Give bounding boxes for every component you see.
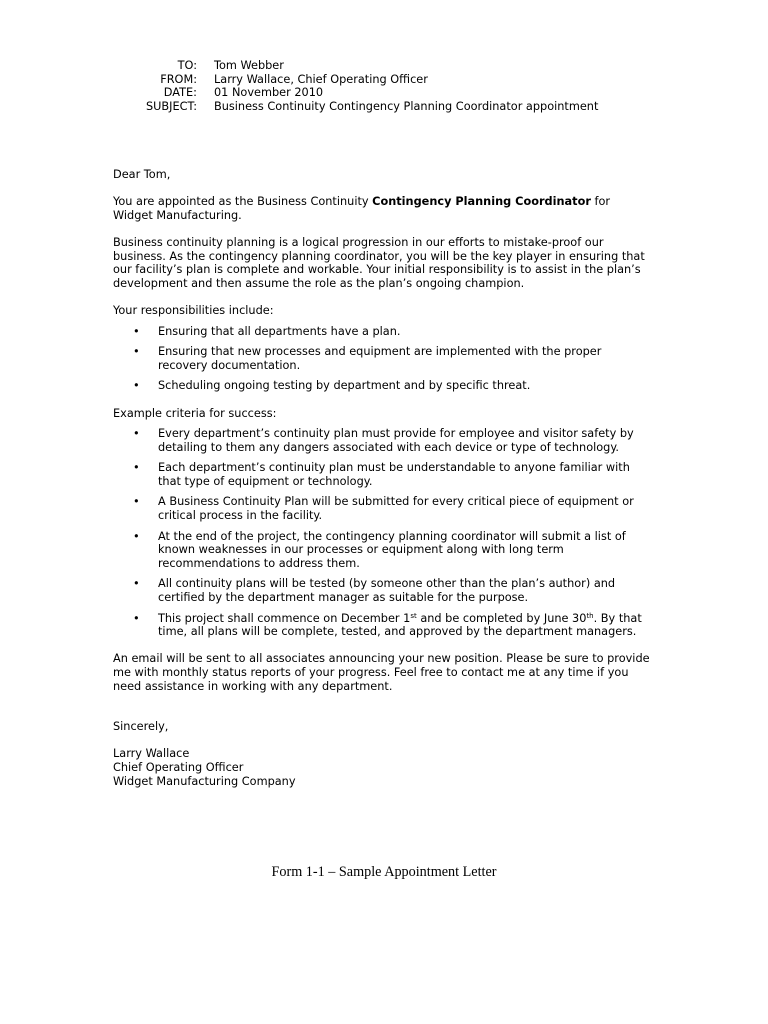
closing-line: An email will be sent to all associates announcing your new position. Please be sure to provide [113, 652, 650, 666]
bullet-icon: • [133, 324, 140, 338]
list-item: • Each department’s continuity plan must be understandable to anyone familiar with that type of equipment or technology. [133, 461, 630, 488]
appointment-paragraph [113, 195, 658, 222]
list-item: • Ensuring that all departments have a plan. [133, 324, 401, 338]
from-row [0, 73, 768, 87]
intro-paragraph [113, 236, 658, 290]
list-item: • A Business Continuity Plan will be submitted for every critical piece of equipment or critical process in the facility. [133, 495, 634, 523]
appointment-line2: Widget Manufacturing. [113, 208, 242, 222]
intro-line: business. As the contingency planning coordinator, you will be the key player in ensuring that [113, 249, 645, 263]
list-item: • All continuity plans will be tested (by someone other than the plan’s author) and certified by the department manager as suitable for the purpose. [133, 577, 616, 605]
bullet-icon: • [133, 529, 140, 543]
subject-row [0, 100, 768, 114]
criteria-heading: Example criteria for success: [113, 406, 277, 420]
date-value: 01 November 2010 [214, 86, 324, 100]
from-label: FROM: [160, 72, 197, 86]
appointment-text-end: for [590, 195, 611, 209]
bullet-icon: • [133, 577, 140, 591]
memo-header [0, 59, 768, 113]
appointment-text: You are appointed as the Business Continuity [113, 195, 373, 209]
appointment-role: Contingency Planning Coordinator [372, 195, 591, 209]
intro-line: Business continuity planning is a logical progression in our efforts to mistake-proof our [113, 235, 604, 249]
salutation: Dear Tom, [113, 168, 171, 181]
subject-label: SUBJECT: [145, 99, 197, 113]
list-item: • Every department’s continuity plan must provide for employee and visitor safety by detailing to them any dangers associated with each device or type of technology. [133, 427, 634, 454]
signature-title: Chief Operating Officer [113, 760, 244, 774]
bullet-icon: • [133, 611, 140, 625]
signature-block [113, 747, 658, 788]
closing-paragraph [113, 652, 658, 693]
intro-line: our facility’s plan is complete and workable. Your initial responsibility is to assist in the plan’s [113, 263, 641, 277]
signature-company: Widget Manufacturing Company [113, 774, 296, 788]
closing-line: me with monthly status reports of your progress. Feel free to contact me at any time if you [113, 666, 629, 679]
list-item: • Scheduling ongoing testing by department and by specific threat. [133, 379, 531, 393]
to-row [0, 59, 768, 73]
list-item: • At the end of the project, the contingency planning coordinator will submit a list of known weaknesses in our processes or equipment along with long term recommendations to address them. [133, 529, 626, 570]
bullet-icon: • [133, 345, 140, 359]
date-row [0, 86, 768, 100]
bullet-icon: • [133, 427, 140, 441]
date-label: DATE: [163, 86, 197, 100]
letter-body [113, 168, 658, 788]
signature-name: Larry Wallace [113, 747, 190, 761]
bullet-icon: • [133, 495, 140, 509]
signoff: Sincerely, [113, 720, 169, 734]
intro-line: development and then assume the role as the plan’s ongoing champion. [113, 276, 525, 290]
to-label: TO: [177, 59, 197, 72]
list-item: • Ensuring that new processes and equipment are implemented with the proper recovery documentation. [133, 345, 602, 372]
responsibilities-list [113, 325, 658, 393]
responsibilities-heading: Your responsibilities include: [113, 303, 274, 317]
from-value: Larry Wallace, Chief Operating Officer [214, 72, 428, 86]
bullet-icon: • [133, 461, 140, 475]
criteria-list [113, 427, 658, 639]
subject-value: Business Continuity Contingency Planning Coordinator appointment [214, 99, 599, 113]
closing-line: need assistance in working with any department. [113, 679, 393, 693]
to-value: Tom Webber [214, 59, 284, 72]
bullet-icon: • [133, 379, 140, 393]
form-caption: Form 1-1 – Sample Appointment Letter [271, 864, 497, 880]
list-item: • This project shall commence on December 1st and be completed by June 30th. By that time, all plans will be complete, tested, and approved by the department managers. [133, 611, 642, 639]
